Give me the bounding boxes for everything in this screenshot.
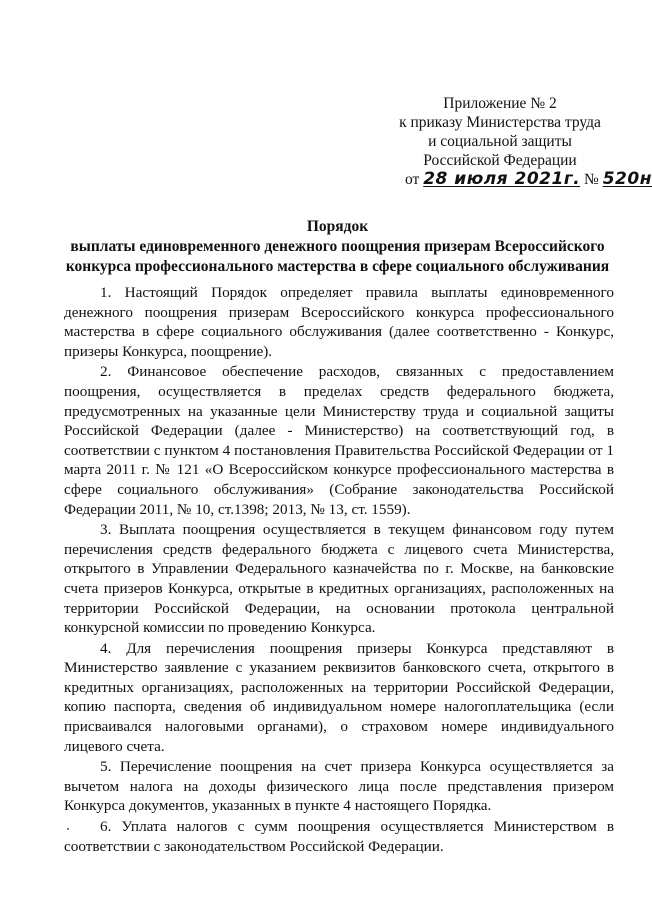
appendix-number: Приложение № 2 bbox=[443, 95, 557, 112]
handwritten-date: 28 июля 2021г. bbox=[423, 169, 581, 189]
appendix-date-line bbox=[385, 169, 652, 189]
paragraph-5: 5. Перечисление поощрения на счет призера Конкурса осуществляется за вычетом налога на доходы физического лица после представления призером Конкурса документов, указанных в пункте 4 настоящего Порядка. bbox=[64, 758, 614, 815]
handwritten-number: 520н bbox=[602, 169, 652, 189]
title-heading: Порядок bbox=[306, 218, 369, 235]
document-title bbox=[60, 217, 615, 277]
paragraph-4: 4. Для перечисления поощрения призеры Конкурса представляют в Министерство заявление с указанием реквизитов банковского счета, открытого в кредитных организациях, расположенных на территории Российской Федерации, копию паспорта, сведения об индивидуальном номере налогоплательщика (если присваивался налоговыми органами), о страховом номере индивидуального лицевого счета. bbox=[64, 639, 614, 755]
paragraph-1: 1. Настоящий Порядок определяет правила выплаты единовременного денежного поощрения призерам Всероссийского конкурса профессионального мастерства в сфере социального обслуживания (далее соответственно - Конкурс, призеры Конкурса, поощрение). bbox=[64, 284, 614, 360]
title-subtitle-line-2: конкурса профессионального мастерства в сфере социального обслуживания bbox=[65, 258, 610, 275]
appendix-ministry-line: и социальной защиты bbox=[428, 133, 572, 150]
appendix-block bbox=[385, 94, 652, 189]
paragraph-3: 3. Выплата поощрения осуществляется в текущем финансовом году путем перечисления средств федерального бюджета с лицевого счета Министерства, открытого в Управлении Федерального казначейства по г. Москве, на банковские счета призеров Конкурса, открытые в кредитных организациях, расположенных на территории Российской Федерации, на основании протокола центральной конкурсной комиссии по проведению Конкурса. bbox=[64, 521, 614, 637]
document-body bbox=[64, 283, 614, 857]
paragraph-2: 2. Финансовое обеспечение расходов, связанных с предоставлением поощрения, осуществляется в пределах средств федерального бюджета, предусмотренных на указанные цели Министерству труда и социальной защиты Российской Федерации (далее - Министерство) на соответствующий год, в соответствии с пунктом 4 постановления Правительства Российской Федерации от 1 марта 2011 г. № 121 «О Всероссийском конкурсе профессионального мастерства в сфере социального обслуживания» (Собрание законодательства Российской Федерации 2011, № 10, ст.1398; 2013, № 13, ст. 1559). bbox=[64, 363, 614, 518]
title-subtitle-line-1: выплаты единовременного денежного поощрения призерам Всероссийского bbox=[70, 238, 605, 255]
scan-speck bbox=[67, 828, 69, 830]
appendix-country-line: Российской Федерации bbox=[423, 152, 577, 169]
date-prefix: от bbox=[405, 171, 420, 188]
number-prefix: № bbox=[584, 171, 599, 188]
appendix-order-ref: к приказу Министерства труда bbox=[399, 114, 601, 131]
paragraph-6: 6. Уплата налогов с сумм поощрения осуществляется Министерством в соответствии с законодательством Российской Федерации. bbox=[64, 818, 614, 855]
